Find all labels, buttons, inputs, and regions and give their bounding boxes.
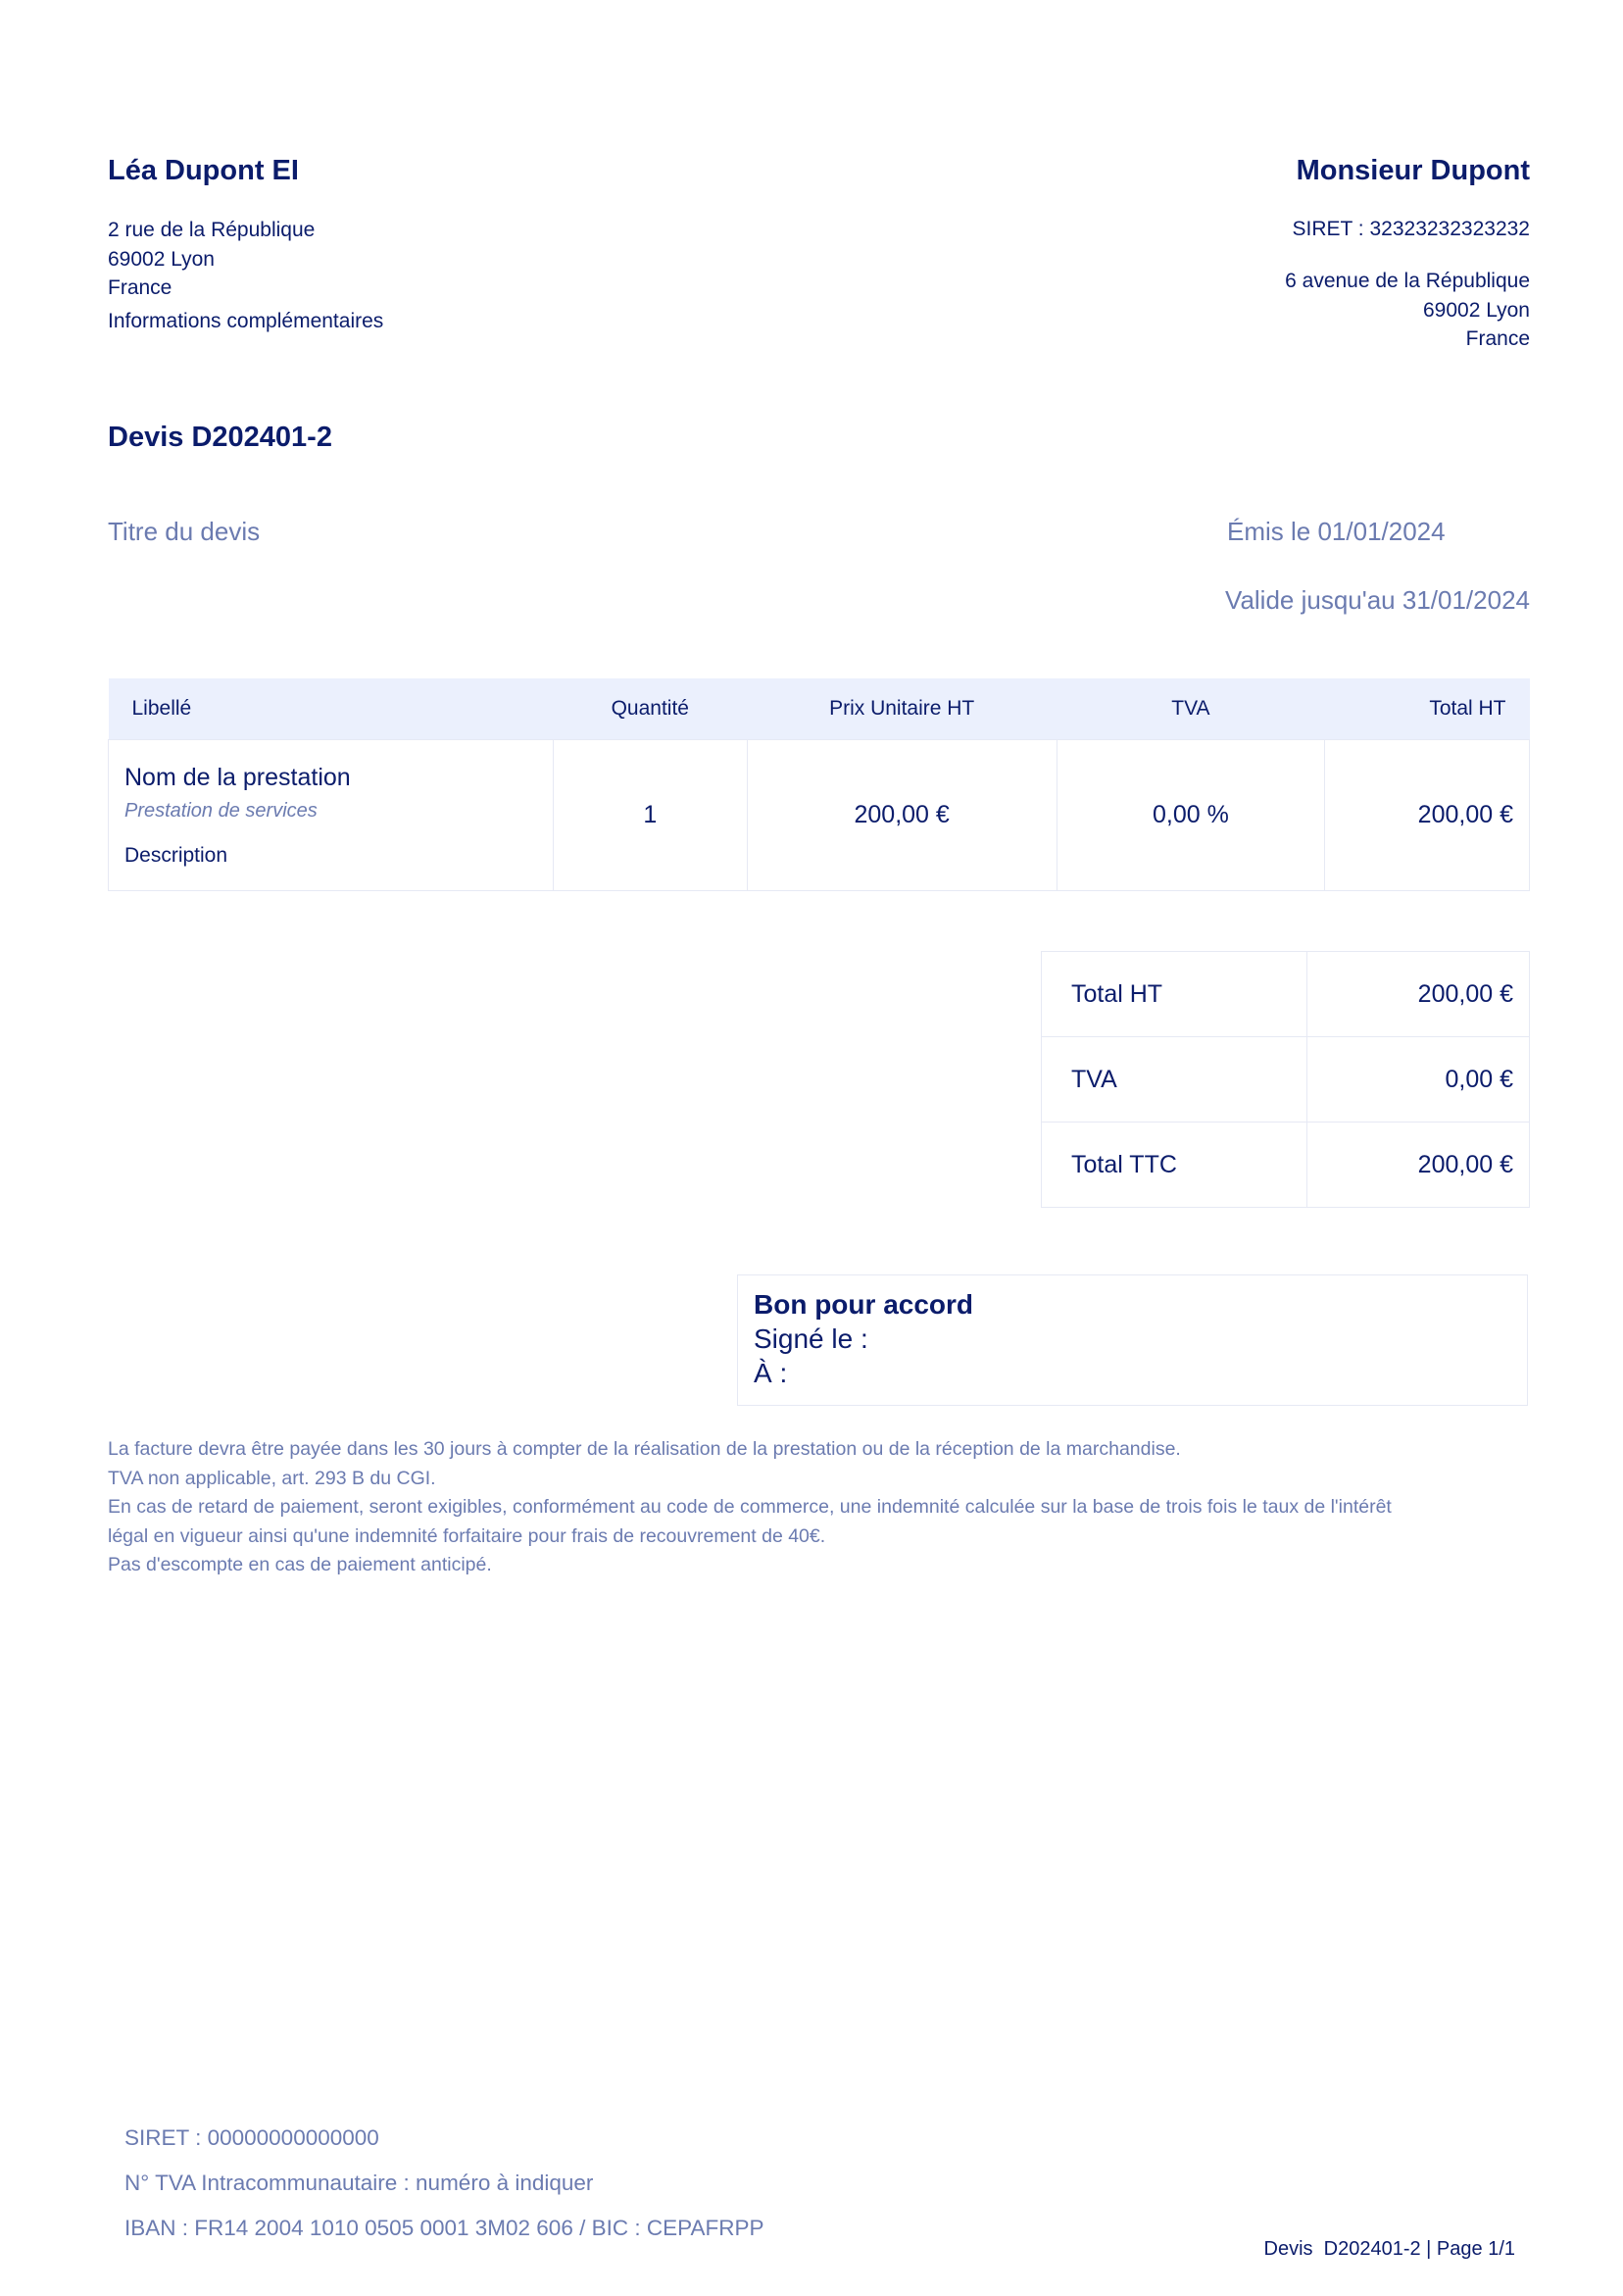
total-ttc-label: Total TTC [1042, 1123, 1307, 1208]
total-ttc-value: 200,00 € [1307, 1123, 1530, 1208]
page-number: Devis D202401-2 | Page 1/1 [1263, 2238, 1515, 2260]
client-name: Monsieur Dupont [1296, 155, 1530, 186]
footer-siret: SIRET : 00000000000000 [124, 2125, 379, 2150]
approval-signed: Signé le : [754, 1323, 868, 1354]
client-siret: SIRET : 32323232323232 [1292, 218, 1530, 240]
approval-title: Bon pour accord [754, 1289, 974, 1320]
total-ht-label: Total HT [1042, 952, 1307, 1037]
valid-until-date: Valide jusqu'au 31/01/2024 [1225, 585, 1530, 615]
totals-row [1042, 1037, 1530, 1123]
sender-name: Léa Dupont EI [108, 155, 299, 186]
total-tva-label: TVA [1042, 1037, 1307, 1123]
sender-extra-info: Informations complémentaires [108, 310, 384, 332]
legal-line: TVA non applicable, art. 293 B du CGI. [108, 1467, 436, 1489]
footer-iban: IBAN : FR14 2004 1010 0505 0001 3M02 606 / BIC : CEPAFRPP [124, 2216, 764, 2240]
client-address-line: 69002 Lyon [1423, 298, 1530, 322]
sender-address-line: 2 rue de la République [108, 219, 316, 241]
approval-place: À : [754, 1358, 788, 1388]
item-total: 200,00 € [1325, 740, 1530, 891]
header-unit-price: Prix Unitaire HT [747, 678, 1057, 740]
item-description: Description [124, 843, 228, 867]
total-ht-value: 200,00 € [1307, 952, 1530, 1037]
issue-date: Émis le 01/01/2024 [1227, 517, 1446, 546]
quote-number: Devis D202401-2 [108, 422, 332, 453]
items-table [108, 678, 1530, 891]
company-footer [124, 2116, 763, 2251]
sender-address-line: France [108, 276, 172, 299]
legal-line: Pas d'escompte en cas de paiement anticipé. [108, 1554, 492, 1575]
header-tva: TVA [1057, 678, 1324, 740]
totals-row [1042, 1123, 1530, 1208]
totals-table [1041, 951, 1530, 1208]
total-tva-value: 0,00 € [1307, 1037, 1530, 1123]
client-address-line: 6 avenue de la République [1285, 270, 1530, 292]
table-row [109, 740, 1530, 891]
quote-title: Titre du devis [108, 517, 261, 546]
header-quantity: Quantité [553, 678, 747, 740]
totals-row [1042, 952, 1530, 1037]
header-total: Total HT [1325, 678, 1530, 740]
client-address [1285, 267, 1530, 354]
header-label: Libellé [109, 678, 554, 740]
legal-line: En cas de retard de paiement, seront exigibles, conformément au code de commerce, une indemnité calculée sur la base de trois fois le taux de l'intérêt [108, 1496, 1392, 1518]
client-address-line: France [1465, 327, 1530, 350]
legal-line: La facture devra être payée dans les 30 jours à compter de la réalisation de la prestation ou de la réception de la marchandise. [108, 1438, 1181, 1460]
sender-address [108, 216, 315, 303]
legal-line: légal en vigueur ainsi qu'une indemnité forfaitaire pour frais de recouvrement de 40€. [108, 1524, 826, 1547]
approval-box [737, 1274, 1528, 1406]
legal-mentions [108, 1435, 1539, 1580]
item-unit-price: 200,00 € [747, 740, 1057, 891]
item-label-cell [109, 740, 554, 891]
item-tva: 0,00 % [1057, 740, 1324, 891]
items-table-header [109, 678, 1530, 740]
sender-address-line: 69002 Lyon [108, 247, 215, 271]
item-category: Prestation de services [124, 799, 318, 822]
item-quantity: 1 [553, 740, 747, 891]
item-name: Nom de la prestation [124, 763, 351, 791]
footer-tva-intra: N° TVA Intracommunautaire : numéro à indiquer [124, 2171, 594, 2195]
